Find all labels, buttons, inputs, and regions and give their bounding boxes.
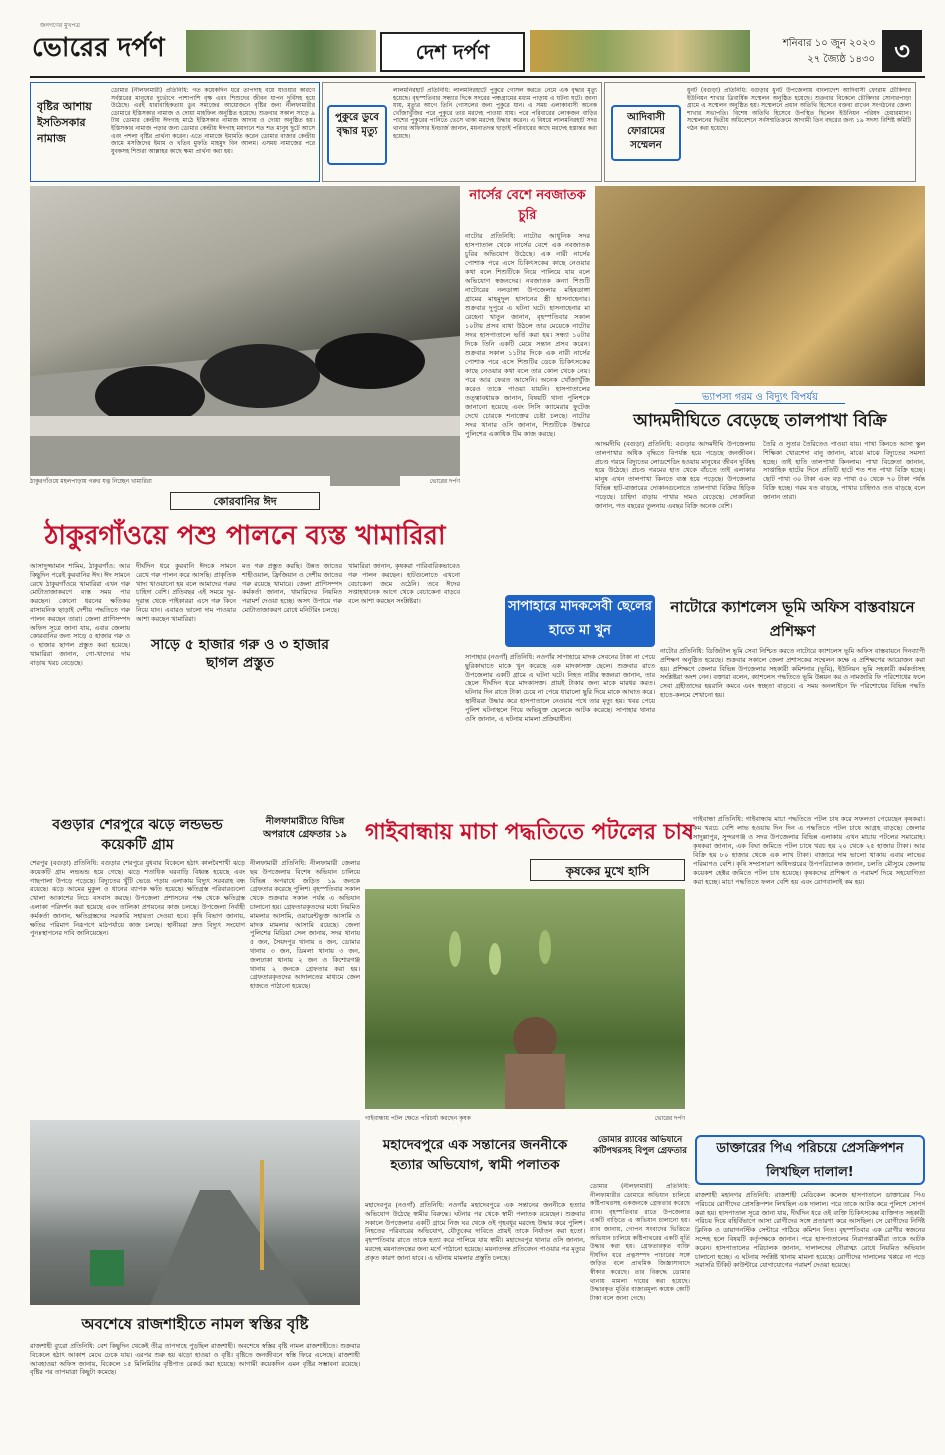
masthead-section-box	[380, 32, 525, 72]
masthead	[0, 0, 945, 80]
fan-story-headline: আদমদীঘিতে বেড়েছে তালপাখা বিক্রি	[633, 411, 887, 431]
cattle-illustration	[30, 186, 460, 486]
adibasi-headline: আদিবাসী ফোরামের সম্মেলন	[611, 105, 681, 161]
sherpur-headline: বগুড়ার শেরপুরে ঝড়ে লন্ডভন্ড কয়েকটি গ্রাম	[52, 817, 223, 853]
domar-drive-body: ডোমার (নীলফামারী) প্রতিনিধি: নীলফামারীর ডোমারে অভিযান চালিয়ে কষ্টিপাথরসহ একজনকে গ্রেফতার করেছে র‍্যাব। বৃহস্পতিবার রাতে উপজেলার একটি বাড়িতে এ অভিযান চালানো হয়। র‍্যাব জানায়, গোপন সংবাদের ভিত্তিতে অভিযান চালিয়ে কষ্টিপাথরের একটি মূর্তি উদ্ধার করা হয়। গ্রেফতারকৃত ব্যক্তি দীর্ঘদিন ধরে প্রত্নসম্পদ পাচারের সঙ্গে জড়িত বলে প্রাথমিক জিজ্ঞাসাবাদে স্বীকার করেছে। তার বিরুদ্ধে ডোমার থানায় মামলা দায়ের করা হয়েছে। উদ্ধারকৃত মূর্তির বাজারমূল্য কয়েক কোটি টাকা বলে জানা গেছে।	[590, 1183, 690, 1302]
sherpur-story	[30, 815, 245, 1115]
nilphamari-headline: নীলফামারীতে বিভিন্ন অপরাধে গ্রেফতার ১৯	[263, 816, 347, 840]
potol-story	[365, 815, 925, 1130]
market-photo	[595, 186, 925, 386]
rajshahi-rain-story	[30, 1310, 360, 1450]
natore-body: নাটোর প্রতিনিধি: ডিজিটাল ভূমি সেবা নিশ্চিত করতে নাটোরে ক্যাশলেস ভূমি অফিস বাস্তবায়নে দিনব্যাপী প্রশিক্ষণ অনুষ্ঠিত হয়েছে। শুক্রবার সকালে জেলা প্রশাসকের সম্মেলন কক্ষে এ প্রশিক্ষণের আয়োজন করা হয়। প্রশিক্ষণে জেলার বিভিন্ন উপজেলার সহকারী কমিশনার (ভূমি), ইউনিয়ন ভূমি সহকারী কর্মকর্তাসহ সংশ্লিষ্টরা অংশ নেন। বক্তারা বলেন, ক্যাশলেস পদ্ধতিতে ভূমি উন্নয়ন কর ও নামজারি ফি পরিশোধের ফলে সেবা গ্রহীতাদের হয়রানি কমবে এবং স্বচ্ছতা বাড়বে। এ সময় অনলাইনে ফি পরিশোধের বিভিন্ন পদ্ধতি হাতে-কলমে শেখানো হয়।	[660, 647, 925, 699]
nilphamari-body: নীলফামারী প্রতিনিধি: নীলফামারী জেলার ছয় উপজেলায় বিশেষ অভিযান চালিয়ে বিভিন্ন অপরাধে জড়িত ১৯ জনকে গ্রেফতার করেছে পুলিশ। বৃহস্পতিবার সকাল থেকে শুক্রবার সকাল পর্যন্ত এ অভিযান চালানো হয়। গ্রেফতারকৃতদের মধ্যে নিয়মিত মামলার আসামি, ওয়ারেন্টভুক্ত আসামি ও মাদক মামলার আসামি রয়েছে। জেলা পুলিশের মিডিয়া সেল জানায়, সদর থানায় ৫ জন, সৈয়দপুর থানায় ৪ জন, ডোমার থানায় ৩ জন, ডিমলা থানায় ৩ জন, জলঢাকা থানায় ২ জন ও কিশোরগঞ্জ থানায় ২ জনকে গ্রেফতার করা হয়। গ্রেফতারকৃতদের আদালতের মাধ্যমে জেল হাজতে পাঠানো হয়েছে।	[250, 859, 360, 991]
nilphamari-story	[250, 815, 360, 1125]
natore-story	[660, 595, 925, 810]
domar-drive-headline: ডোমার র‍্যাবের অভিযানে কটিপথরসহ বিপুল গ্রেফতার	[593, 1135, 687, 1156]
masthead-paper-name: ভোরের দর্পণ	[32, 33, 165, 63]
masthead-tagline: জনগণের মুখপত্র	[40, 22, 80, 29]
mahadevpur-story	[365, 1135, 585, 1450]
masthead-section-title: দেশ দর্পণ	[415, 40, 490, 64]
eid-story-col1: আসাদুজ্জামান শামিম, ঠাকুরগাঁও: আর কিছুদিন পরেই কুরবানির ঈদ। ঈদ সামনে রেখে ঠাকুরগাঁওয়ে খামারিরা এখন গরু মোটাতাজাকরণে ব্যস্ত সময় পার করছেন। কোনো ধরনের ক্ষতিকর রাসায়নিক ছাড়াই দেশীয় পদ্ধতিতে গরু পালন করছেন তারা। জেলা প্রাণিসম্পদ অফিস সূত্রে জানা যায়, এবার জেলায় কোরবানির জন্য সাড়ে ৫ হাজার গরু ও ৩ হাজার ছাগল প্রস্তুত করা হয়েছে। খামারিরা জানান, গো-খাদ্যের দাম বাড়ায় খরচ বেড়েছে।	[30, 562, 130, 667]
potol-illustration	[365, 889, 685, 1109]
masthead-date-line1: শনিবার ১০ জুন ২০২৩	[782, 38, 875, 49]
masthead-photo-strip-2	[530, 30, 750, 72]
domar-drive-story	[590, 1135, 690, 1450]
rajshahi-rain-headline: অবশেষে রাজশাহীতে নামল স্বস্তির বৃষ্টি	[81, 1315, 309, 1333]
masthead-page-number: ৩	[882, 30, 922, 72]
fan-story	[595, 390, 925, 590]
rain-prayer-box	[30, 82, 320, 182]
eid-story-kicker: কোরবানির ঈদ	[170, 492, 320, 510]
adibasi-body: ধুনট (বগুড়া) প্রতিনিধি: বগুড়ার ধুনট উপজেলায় বাংলাদেশ আদিবাসী ফোরাম চৌকিদার ইউনিয়ন শাখার ত্রিবার্ষিক সম্মেলন অনুষ্ঠিত হয়েছে। শুক্রবার বিকেলে চৌকিদার সোনারপাড়া গ্রামে এ সম্মেলন অনুষ্ঠিত হয়। সম্মেলনে প্রধান অতিথি হিসেবে বক্তব্য রাখেন সংগঠনের জেলা শাখার সভাপতি। বিশেষ অতিথি হিসেবে উপস্থিত ছিলেন ইউনিয়ন পরিষদ চেয়ারম্যান। সম্মেলনের দ্বিতীয় অধিবেশনে সর্বসম্মতিক্রমে আগামী তিন বছরের জন্য ১৯ সদস্য বিশিষ্ট কমিটি গঠন করা হয়েছে।	[687, 87, 911, 132]
eid-story-subhead: সাড়ে ৫ হাজার গরু ও ৩ হাজার ছাগল প্রস্তুত	[151, 637, 329, 671]
eid-story	[30, 490, 460, 805]
pond-death-headline: পুকুরে ডুবে বৃদ্ধার মৃত্যু	[327, 105, 387, 165]
rajshahi-street-photo	[30, 1120, 360, 1305]
potol-photo-credit: ভোরের দর্পণ	[654, 1115, 685, 1122]
potol-headline: গাইবান্ধায় মাচা পদ্ধতিতে পটলের চাষ	[365, 819, 694, 845]
natore-headline: নাটোরে ক্যাশলেস ভূমি অফিস বাস্তবায়নে প্রশিক্ষণ	[670, 598, 915, 640]
fan-story-kicker: ভ্যাপসা গরম ও বিদ্যুৎ বিপর্যয়	[675, 390, 845, 404]
pond-death-box	[322, 82, 602, 182]
sapahar-story	[465, 595, 655, 810]
eid-story-col4: খামারিরা জানান, কৃষকরা পারিবারিকভাবেও গরু পালন করছেন। হাটগুলোতে এখনো বেচাকেনা জমে ওঠেনি। তবে ঈদের সপ্তাহখানেক আগে থেকে বেচাকেনা বাড়বে বলে আশা করছেন সংশ্লিষ্টরা।	[348, 562, 460, 606]
cattle-photo-credit: ভোরের দর্পণ	[400, 476, 460, 486]
eid-story-col2: দীর্ঘদিন ধরে কুরবানি ঈদকে সামনে রেখে গরু পালন করে আসছি। প্রাকৃতিক খাদ্য খাওয়ানো হয় বলে আমাদের গরুর চাহিদা বেশি। প্রতিবছর এই সময়ে দূর-দূরান্ত থেকে পাইকাররা এসে গরু কিনে নিয়ে যান। এবারও ভালো দাম পাওয়ার আশা করছেন খামারিরা।	[136, 562, 236, 623]
potol-photo	[365, 889, 685, 1109]
eid-story-col3: মত গরু প্রস্তুত করছি। উন্নত জাতের শাহীওয়াল, ফ্রিজিয়ান ও দেশীয় জাতের গরু রয়েছে খামারে। জেলা প্রাণিসম্পদ কর্মকর্তা জানান, খামারিদের নিয়মিত পরামর্শ দেওয়া হচ্ছে। অসৎ উপায়ে গরু মোটাতাজাকরণ রোধে মনিটরিং চলছে।	[242, 562, 342, 614]
fan-story-col2: তৈরি ও সুতার তৈরিতেও পাওয়া যায়। পাখা কিনতে আসা স্কুল শিক্ষিকা খোরশেদা বানু জানান, মাঝে মাঝে বিদ্যুতের সমস্যা হচ্ছে। তাই হাতি তালপাখা কিনলাম। পাখা বিক্রেতা জানান, সাপ্তাহিক হাটের দিনে প্রতিটি হাটে শত শত পাখা বিক্রি হচ্ছে। ছোট পাখা ৩০ টাকা এবং বড় পাখা ৫০ থেকে ৭০ টাকা পর্যন্ত বিক্রি হচ্ছে। গরম যত বাড়ছে, পাখার চাহিদাও তত বাড়ছে বলে জানান তারা।	[763, 440, 925, 501]
masthead-date-line2: ২৭ জ্যৈষ্ঠ ১৪৩০	[807, 54, 875, 65]
fan-story-col1: আদমদীঘি (বগুড়া) প্রতিনিধি: বগুড়ার আদমদীঘি উপজেলায় তালপাখার অধিক বৃদ্ধিতে বিপর্যস্ত হয়ে পড়েছে জনজীবন। প্রচণ্ড গরমে বিদ্যুতের লোডশেডিং হওয়ায় মানুষের জীবন দুর্বিষহ হয়ে উঠেছে। প্রচণ্ড গরমের হাত থেকে বাঁচতে তাই এলাকার মানুষ এখন তালপাখা কিনতে ব্যস্ত হয়ে পড়েছে। উপজেলার বিভিন্ন হাট-বাজারের দোকানগুলোতে তালপাখা বিক্রির হিড়িক পড়েছে। চাহিদা বাড়ায় পাখার দামও বেড়েছে। দোকানিরা জানান, গত বছরের তুলনায় এবছর বিক্রি অনেক বেশি।	[595, 440, 755, 510]
nurse-story-body: নাটোর প্রতিনিধি: নাটোর আধুনিক সদর হাসপাতাল থেকে নার্সের বেশে এক নবজাতক চুরির অভিযোগ উঠেছে। এক নারী নার্সের পোশাক পরে এসে চিকিৎসকের কাছে নেওয়ার কথা বলে শিশুটিকে নিয়ে পালিয়ে যায় বলে অভিযোগ স্বজনদের। নবজাতক কন্যা শিশুটি নাটোরের নলডাঙ্গা উপজেলার মহিষডাঙ্গা গ্রামের মাহমুদুল হাসানের স্ত্রী হাসনাহেনার। শুক্রবার দুপুরে এ ঘটনা ঘটে। হাসনাহেনার মা রেহেনা খাতুন জানান, বৃহস্পতিবার সকাল ১০টায় প্রসব ব্যথা উঠলে তার মেয়েকে নাটোর সদর হাসপাতালে ভর্তি করা হয়। সন্ধ্যা ১০টার দিকে তিনি একটি মেয়ে সন্তান প্রসব করেন। শুক্রবার সকাল ১১টার দিকে এক নারী নার্সের পোশাক পরে এসে শিশুটির ডেকে চিকিৎসকের কাছে নেওয়ার কথা বলে তার কোল থেকে নেয়। পরে আর ফেরত আসেনি। অনেক খোঁজাখুঁজি করেও তাকে পাওয়া যায়নি। হাসপাতালের তত্ত্বাবধায়ক জানান, বিষয়টি থানা পুলিশকে জানানো হয়েছে এবং সিসি ক্যামেরার ফুটেজ দেখে চোরকে শনাক্তের চেষ্টা চলছে। নাটোর সদর থানার ওসি জানান, শিশুটিকে উদ্ধারে পুলিশের একাধিক টিম কাজ করছে।	[465, 232, 590, 438]
pond-death-body: লালমনিরহাট প্রতিনিধি: লালমনিরহাটে পুকুরে গোসল করতে নেমে এক বৃদ্ধার মৃত্যু হয়েছে। বৃহস্পতিবার সন্ধ্যার দিকে সদরের পঞ্চগ্রামের মধ্যম পাড়ায় এ ঘটনা ঘটে। জানা যায়, মৃত্যুর আগে তিনি গোসলের জন্য পুকুরে যান। এ সময় এলাকাবাসী অনেক খোঁজাখুঁজির পরে পুকুরে তার মরদেহ পাওয়া যায়। পরে পরিবারের লোকজন বাড়ির পাশের পুকুরের পানিতে ভেসে থাকা মরদেহ উদ্ধার করেন। এ বিষয়ে লালমনিরহাট সদর থানার অফিসার ইনচার্জ জানান, ময়নাতদন্ত ছাড়াই পরিবারের কাছে মরদেহ হস্তান্তর করা হয়েছে।	[393, 87, 597, 140]
potol-subhead: কৃষকের মুখে হাসি	[530, 859, 685, 881]
doctor-pa-headline: ডাক্তারের পিএ পরিচয়ে প্রেসক্রিপশন লিখছিল দালাল!	[695, 1135, 925, 1185]
potol-photo-caption: গাইবান্ধায় পটল ক্ষেতে পরিচর্যা করছেন কৃষক	[365, 1115, 471, 1122]
masthead-rule	[30, 76, 925, 78]
mahadevpur-headline: মহাদেবপুরে এক সন্তানের জননীকে হত্যার অভিযোগ, স্বামী পলাতক	[382, 1137, 568, 1173]
rain-prayer-body: ডোমার (নীলফামারী) প্রতিনিধি: গত কয়েকদিন ধরে তাপদাহ বয়ে যাওয়ার কারণে সর্বস্তরের মানুষের দুর্ভোগে পাশাপাশি বৃক্ষ এবং শিশুদের জীবন যাপন দুর্বিসহ হয়ে উঠেছে। এরই ধারাবাহিকতায় ডুব সমাজের আয়োজনে বৃষ্টির জন্য নীলফামারীর ডোমারে ইস্তিসকার নামাজ ও দোয়া মাহফিল অনুষ্ঠিত হয়েছে। শুক্রবার সকাল সাড়ে ৯ টায় ডোমার কেন্দ্রীয় ঈদগাহ মাঠে ইস্তিসকার নামাজ আদায় ও দোয়া অনুষ্ঠিত হয়। ইস্তিসকার নামাজ পড়ার জন্য ডোমার কেন্দ্রীয় ঈদগাহ ময়দানে শত শত মানুষ ছুটে আসে এবং পশলা বৃষ্টির প্রার্থনা করেন। এতে নামাজে ইমামতি করেন ডোমার বাজার কেন্দ্রীয় জামে মসজিদের ইমাম ও খতিব মুফতি মাহমুদ বিন আলম। এসময় নামাজের পরে যুবকসহ শিশুরা আল্লাহর কাছে ক্ষমা প্রার্থনা করা হয়।	[111, 87, 315, 155]
rain-prayer-headline: বৃষ্টির আশায় ইসতিসকার নামাজ	[37, 100, 92, 145]
sapahar-body: সাপাহার (নওগাঁ) প্রতিনিধি: নওগাঁর সাপাহারে মাদক সেবনের টাকা না পেয়ে ছুরিকাঘাতে মাকে খুন করেছে এক মাদকাসক্ত ছেলে। শুক্রবার রাতে উপজেলার একটি গ্রামে এ ঘটনা ঘটে। নিহত নারীর স্বজনরা জানান, তার ছেলে দীর্ঘদিন ধরে মাদকাসক্ত। প্রায়ই টাকার জন্য মাকে মারধর করত। ঘটনার দিন রাতে টাকা চেয়ে না পেয়ে ধারালো ছুরি দিয়ে মাকে আঘাত করে। স্থানীয়রা উদ্ধার করে হাসপাতালে নেওয়ার পথে তার মৃত্যু হয়। খবর পেয়ে পুলিশ ঘটনাস্থলে গিয়ে অভিযুক্ত ছেলেকে আটক করেছে। সাপাহার থানার ওসি জানান, এ ঘটনায় মামলা প্রক্রিয়াধীন।	[465, 653, 655, 723]
sherpur-body: শেরপুর (বগুড়া) প্রতিনিধি: বগুড়ার শেরপুরে বুধবার বিকেলে হঠাৎ কালবৈশাখী ঝড়ে কয়েকটি গ্রাম লন্ডভন্ড হয়ে গেছে। ঝড়ে শতাধিক ঘরবাড়ি বিধ্বস্ত হয়েছে এবং গাছপালা উপড়ে পড়েছে। বিদ্যুতের খুঁটি ভেঙে পড়ায় এলাকায় বিদ্যুৎ সরবরাহ বন্ধ রয়েছে। ঝড়ে আমের মুকুল ও ধানের ব্যাপক ক্ষতি হয়েছে। ক্ষতিগ্রস্ত পরিবারগুলো খোলা আকাশের নিচে বসবাস করছে। উপজেলা প্রশাসনের পক্ষ থেকে ক্ষতিগ্রস্ত এলাকা পরিদর্শন করা হয়েছে এবং তালিকা প্রণয়নের কাজ চলছে। উপজেলা নির্বাহী কর্মকর্তা জানান, ক্ষতিগ্রস্তদের সরকারি সহায়তা দেওয়া হবে। কৃষি বিভাগ জানায়, ক্ষতির পরিমাণ নিরূপণে মাঠপর্যায়ে কাজ চলছে। স্থানীয়রা দ্রুত বিদ্যুৎ সংযোগ পুনঃস্থাপনের দাবি জানিয়েছেন।	[30, 859, 245, 938]
cattle-photo-caption: ঠাকুরগাঁওয়ে মহলপাড়ায় গরুর যত্ন নিচ্ছেন খামারিরা	[30, 476, 330, 486]
eid-story-headline: ঠাকুরগাঁওয়ে পশু পালনে ব্যস্ত খামারিরা	[44, 521, 446, 551]
nurse-story-headline: নার্সের বেশে নবজাতক চুরি	[469, 188, 586, 223]
rajshahi-rain-body: রাজশাহী ব্যুরো প্রতিনিধি: বেশ কিছুদিন থেকেই তীব্র তাপদাহে পুড়ছিল রাজশাহী। অবশেষে স্বস্তির বৃষ্টি নামল রাজশাহীতে। শুক্রবার বিকেলে হঠাৎ আকাশ মেঘে ঢেকে যায়। এরপর শুরু হয় ঝড়ো হাওয়া ও বৃষ্টি। বৃষ্টিতে জনজীবনে স্বস্তি ফিরে এসেছে। রাজশাহী আবহাওয়া অফিস জানায়, বিকেলে ১৫ মিলিমিটার বৃষ্টিপাত রেকর্ড করা হয়েছে। আগামী কয়েকদিন এমন বৃষ্টির সম্ভাবনা রয়েছে। বৃষ্টির পর তাপমাত্রা কিছুটা কমেছে।	[30, 1342, 360, 1377]
street-illustration	[30, 1120, 360, 1305]
doctor-pa-story	[695, 1135, 925, 1450]
masthead-photo-strip	[186, 30, 376, 72]
cattle-photo	[30, 186, 460, 486]
mahadevpur-body: মহাদেবপুর (নওগাঁ) প্রতিনিধি: নওগাঁর মহাদেবপুরে এক সন্তানের জননীকে হত্যার অভিযোগ উঠেছে স্বামীর বিরুদ্ধে। ঘটনার পর থেকে স্বামী পলাতক রয়েছেন। শুক্রবার সকালে উপজেলার একটি গ্রামে নিজ ঘর থেকে ওই গৃহবধূর মরদেহ উদ্ধার করে পুলিশ। নিহতের পরিবারের অভিযোগ, যৌতুকের দাবিতে প্রায়ই তাকে নির্যাতন করা হতো। বৃহস্পতিবার রাতে তাকে হত্যা করে পালিয়ে যায় স্বামী। মহাদেবপুর থানার ওসি জানান, মরদেহ ময়নাতদন্তের জন্য মর্গে পাঠানো হয়েছে। ময়নাতদন্ত প্রতিবেদন পাওয়ার পর মৃত্যুর প্রকৃত কারণ জানা যাবে। এ ঘটনায় মামলার প্রস্তুতি চলছে।	[365, 1201, 585, 1262]
potol-body: গাইবান্ধা প্রতিনিধি: গাইবান্ধায় মাচা পদ্ধতিতে পটল চাষ করে সফলতা পেয়েছেন কৃষকরা। কম খরচে বেশি লাভ হওয়ায় দিন দিন এ পদ্ধতিতে পটল চাষে আগ্রহ বাড়ছে। জেলার সাদুল্লাপুর, সুন্দরগঞ্জ ও সদর উপজেলার বিভিন্ন এলাকায় এখন মাচায় পটলের সমারোহ। কৃষকরা জানান, এক বিঘা জমিতে পটল চাষে খরচ হয় ২০ থেকে ২৫ হাজার টাকা। আর বিক্রি হয় ৮০ হাজার থেকে এক লাখ টাকা। বাজারে দাম ভালো থাকায় এবার লাভের পরিমাণও বেশি। কৃষি সম্প্রসারণ অধিদপ্তরের উপপরিচালক জানান, চলতি মৌসুমে জেলায় কয়েকশ হেক্টর জমিতে পটল চাষ হয়েছে। কৃষকদের প্রশিক্ষণ ও পরামর্শ দিয়ে সহযোগিতা করা হচ্ছে। মাচা পদ্ধতিতে ফলন বেশি হয় এবং রোগবালাই কম হয়।	[693, 815, 925, 886]
sapahar-headline: সাপাহারে মাদকসেবী ছেলের হাতে মা খুন	[505, 595, 655, 647]
adibasi-box	[604, 82, 916, 182]
doctor-pa-body: রাজশাহী মহানগর প্রতিনিধি: রাজশাহী মেডিকেল কলেজ হাসপাতালে ডাক্তারের পিএ পরিচয়ে রোগীদের প্রেসক্রিপশন লিখছিল এক দালাল। পরে তাকে আটক করে পুলিশে সোপর্দ করা হয়। হাসপাতাল সূত্রে জানা যায়, দীর্ঘদিন ধরে ওই ব্যক্তি চিকিৎসকের ব্যক্তিগত সহকারী পরিচয় দিয়ে বহির্বিভাগে আসা রোগীদের সঙ্গে প্রতারণা করে আসছিল। সে রোগীদের নির্দিষ্ট ক্লিনিক ও ডায়াগনস্টিক সেন্টারে পাঠিয়ে কমিশন নিত। বৃহস্পতিবার এক রোগীর স্বজনের সন্দেহ হলে বিষয়টি কর্তৃপক্ষকে জানান। পরে হাসপাতালের নিরাপত্তাকর্মীরা তাকে আটক করেন। হাসপাতালের পরিচালক জানান, দালালদের দৌরাত্ম্য রোধে নিয়মিত অভিযান চালানো হচ্ছে। এ ঘটনায় সংশ্লিষ্ট থানায় মামলা হয়েছে। রোগীদের দালালের খপ্পরে না পড়ে সরাসরি টিকিট কাউন্টারে যোগাযোগের পরামর্শ দেওয়া হয়েছে।	[695, 1191, 925, 1270]
